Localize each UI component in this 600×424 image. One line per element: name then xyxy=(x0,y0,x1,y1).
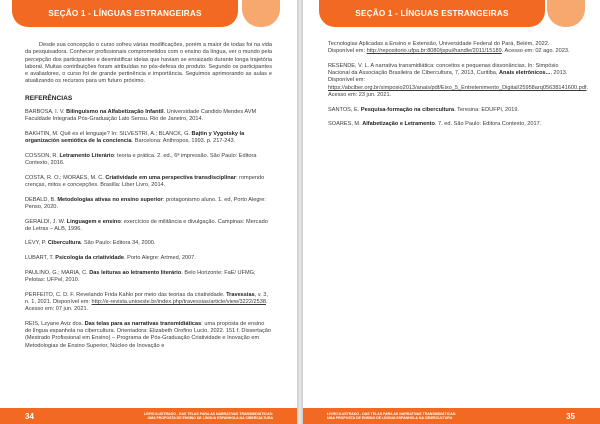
reference-entry xyxy=(25,131,272,146)
reference-entry xyxy=(328,41,575,56)
reference-entry xyxy=(25,292,272,314)
reference-text: SANTOS, E. xyxy=(328,106,361,113)
reference-link[interactable]: https://abciber.org.br/simposio2013/anais/pdf/Eixo_5_Entretenimento_Digital/25958arq05638141600.pdf xyxy=(328,84,587,91)
reference-text: BAKHTIN, M. Quê es el lenguaje? In: SILVESTRI, A.; BLANCK, G. xyxy=(25,130,192,137)
reference-text: . Acesso em: 23 jun. 2021. xyxy=(328,84,588,99)
references-list xyxy=(25,109,272,350)
reference-title: Anais eletrônicos... xyxy=(499,70,551,77)
reference-text: PAULINO, G.; MARIA, C. xyxy=(25,269,90,276)
reference-text: , v. 3, n. 1, 2021. Disponível em: xyxy=(25,291,268,305)
reference-title: Criatividade em uma perspectiva transdisciplinar xyxy=(105,174,236,181)
reference-link[interactable]: http://e-revista.unioeste.br/index.php/travessias/article/view/3222/2538 xyxy=(91,298,266,305)
section-header-tab xyxy=(319,0,545,27)
references-heading: REFERÊNCIAS xyxy=(25,94,73,102)
reference-title: Bilinguismo na Alfabetização Infantil xyxy=(66,109,164,116)
reference-entry xyxy=(328,107,575,114)
reference-text: COSTA, R. O.; MORAES, M. C. xyxy=(25,174,106,181)
reference-text: REIS, Lzyane Aviz dos. xyxy=(25,320,85,327)
reference-title: Das telas para as narrativas transmidiáticas xyxy=(84,320,202,327)
reference-text: Tecnologias Aplicadas a Ensino e Extensão, Universidade Federal do Pará, Belém, 2022. Disponível em: xyxy=(328,41,550,55)
footer-title-line-2: UMA PROPOSTA DE ENSINO DE LÍNGUA ESPANHOLA NA CIBERCULTURA xyxy=(147,416,273,420)
reference-text: . Acesso em: 02 ago. 2023. xyxy=(501,48,570,55)
reference-text: COSSON, R. xyxy=(25,152,60,159)
reference-entry xyxy=(25,153,272,168)
reference-entry xyxy=(25,270,272,285)
reference-entry xyxy=(328,121,575,128)
reference-text: . São Paulo: Editora 34, 2000. xyxy=(80,240,156,247)
reference-text: : protagonismo aluno. 1. ed, Porto Alegre: Penso, 2020. xyxy=(25,196,266,210)
reference-entry xyxy=(25,197,272,212)
reference-entry xyxy=(25,240,272,247)
right-page xyxy=(303,0,600,424)
left-page-content xyxy=(25,42,272,357)
left-page xyxy=(0,0,297,424)
reference-text: . Belo Horizonte: FaE/ UFMG; Pelotas: UFPel, 2010. xyxy=(25,269,256,283)
section-header-title: SEÇÃO 1 - LÍNGUAS ESTRANGEIRAS xyxy=(48,9,202,18)
reference-text: . 7. ed. São Paulo: Editora Contexto, 2017. xyxy=(434,121,542,128)
reference-text: PERFEITO, C. D. F. Revelando Frida Kahlo por meio das teorias da criatividade. xyxy=(25,291,227,298)
intro-paragraph: Desde sua concepção o curso sofreu várias modificações, porém a maior de todas foi na vida da pesquisadora. Conhecer profissionais comprometidos com o ensino da língua, ver o mundo pela percepção dos participantes e desmistificar ideias que haviam se enraizado durante longa trajetória laboral. Muitas contribuições foram atribuídas no pós-defesa do produto. Segundo os participantes e avaliadores, o curso foi de grande pertinência e importância. Seguimos aprimorando as aulas e atualizando os recursos para um futuro próximo. xyxy=(25,42,272,85)
reference-title: Das leituras ao letramento literário xyxy=(89,269,182,276)
reference-text: . Universidade Candido Mendes AVM Faculdade Integrada Pós-Graduação Lato Sensu. Rio de Janeiro, 2014. xyxy=(25,109,257,123)
page-footer xyxy=(0,408,297,424)
reference-title: Cibercultura xyxy=(47,240,81,247)
references-list xyxy=(328,41,588,129)
footer-book-title xyxy=(327,412,456,420)
reference-text: : rompendo crenças, mitos e concepções. Brasília: Liber Livro, 2014. xyxy=(25,174,265,189)
reference-title: Bajtin y Vygotsky la organización semiótica de la conciencia xyxy=(25,130,245,145)
reference-entry xyxy=(25,219,272,234)
page-number: 35 xyxy=(566,411,575,421)
reference-text: LÉVY, P. xyxy=(25,240,48,247)
reference-text: SOARES, M. xyxy=(328,121,363,128)
reference-entry xyxy=(25,109,272,124)
page-footer xyxy=(303,408,600,424)
reference-text: , 2013. Disponível em: xyxy=(328,70,568,84)
reference-text: DEBALD, B. xyxy=(25,196,58,203)
reference-title: Metodologias ativas no ensino superior xyxy=(57,196,163,203)
footer-book-title xyxy=(144,412,273,420)
right-page-content xyxy=(328,41,588,136)
section-header-tab xyxy=(12,0,238,27)
reference-text: GERALDI, J. W. xyxy=(25,218,67,225)
reference-title: Travessias xyxy=(226,291,255,298)
reference-title: Linguagem e ensino xyxy=(66,218,121,225)
reference-text: . Teresina: EDUFPI, 2019. xyxy=(454,106,520,113)
page-number: 34 xyxy=(25,411,34,421)
reference-link[interactable]: http://repositorio.ufpa.br:8080/jspui/handle/2011/15189 xyxy=(366,48,502,55)
reference-text: . Acesso em: 07 jun. 2021. xyxy=(25,298,268,313)
reference-entry xyxy=(25,321,272,350)
reference-text: BARBOSA, I. V. xyxy=(25,109,67,116)
reference-title: Alfabetização e Letramento xyxy=(362,121,435,128)
footer-title-line-1: LIVRO ILUSTRADO - DAS TELAS PARA AS NARRATIVAS TRANSMIDIÁTICAS: xyxy=(143,411,273,416)
reference-entry xyxy=(328,62,588,99)
reference-text: : uma proposta de ensino de língua espanhola na cibercultura. Orientadora: Elizabeth Orofino Lucio. 2022. 151 f. Dissertação (Mestrado Profissional em Ensino) – Programa de Pós-Graduação Criatividade e Inovação em Metodologias de Ensino Superior, Núcleo de Inovação e xyxy=(25,320,271,349)
reference-title: Psicologia da criatividade xyxy=(55,255,124,262)
reference-entry xyxy=(25,255,272,262)
reference-text: . Barcelona: Anthropos, 1993. p. 217-243. xyxy=(131,138,236,145)
reference-text: : exercícios de militância e divulgação. Campinas: Mercado de Letras – ALB, 1996. xyxy=(25,218,268,232)
reference-text: LUBART, T. xyxy=(25,255,56,262)
reference-text: : teoria e prática. 2. ed., 6ª impressão. São Paulo: Editora Contexto, 2016. xyxy=(25,152,257,167)
reference-title: Pesquisa-formação na cibercultura xyxy=(360,106,455,113)
section-header-title: SEÇÃO 1 - LÍNGUAS ESTRANGEIRAS xyxy=(355,9,509,18)
header-decoration xyxy=(242,0,280,27)
footer-title-line-2: UMA PROPOSTA DE ENSINO DE LÍNGUA ESPANHOLA NA CIBERCULTURA xyxy=(327,416,453,420)
reference-entry xyxy=(25,175,272,190)
footer-title-line-1: LIVRO ILUSTRADO - DAS TELAS PARA AS NARRATIVAS TRANSMIDIÁTICAS: xyxy=(327,411,457,416)
reference-text: . Porto Alegre: Artmed, 2007. xyxy=(123,255,196,262)
reference-title: Letramento Literário xyxy=(59,152,114,159)
header-decoration xyxy=(547,0,585,27)
reference-text: RESENDE, V. L. A narrativa transmidiática: conceitos e pequenas dissonâncias. In: Simpósio Nacional da Associação Brasileira de Cibercultura, 7, 2013, Curitiba, xyxy=(328,62,559,77)
